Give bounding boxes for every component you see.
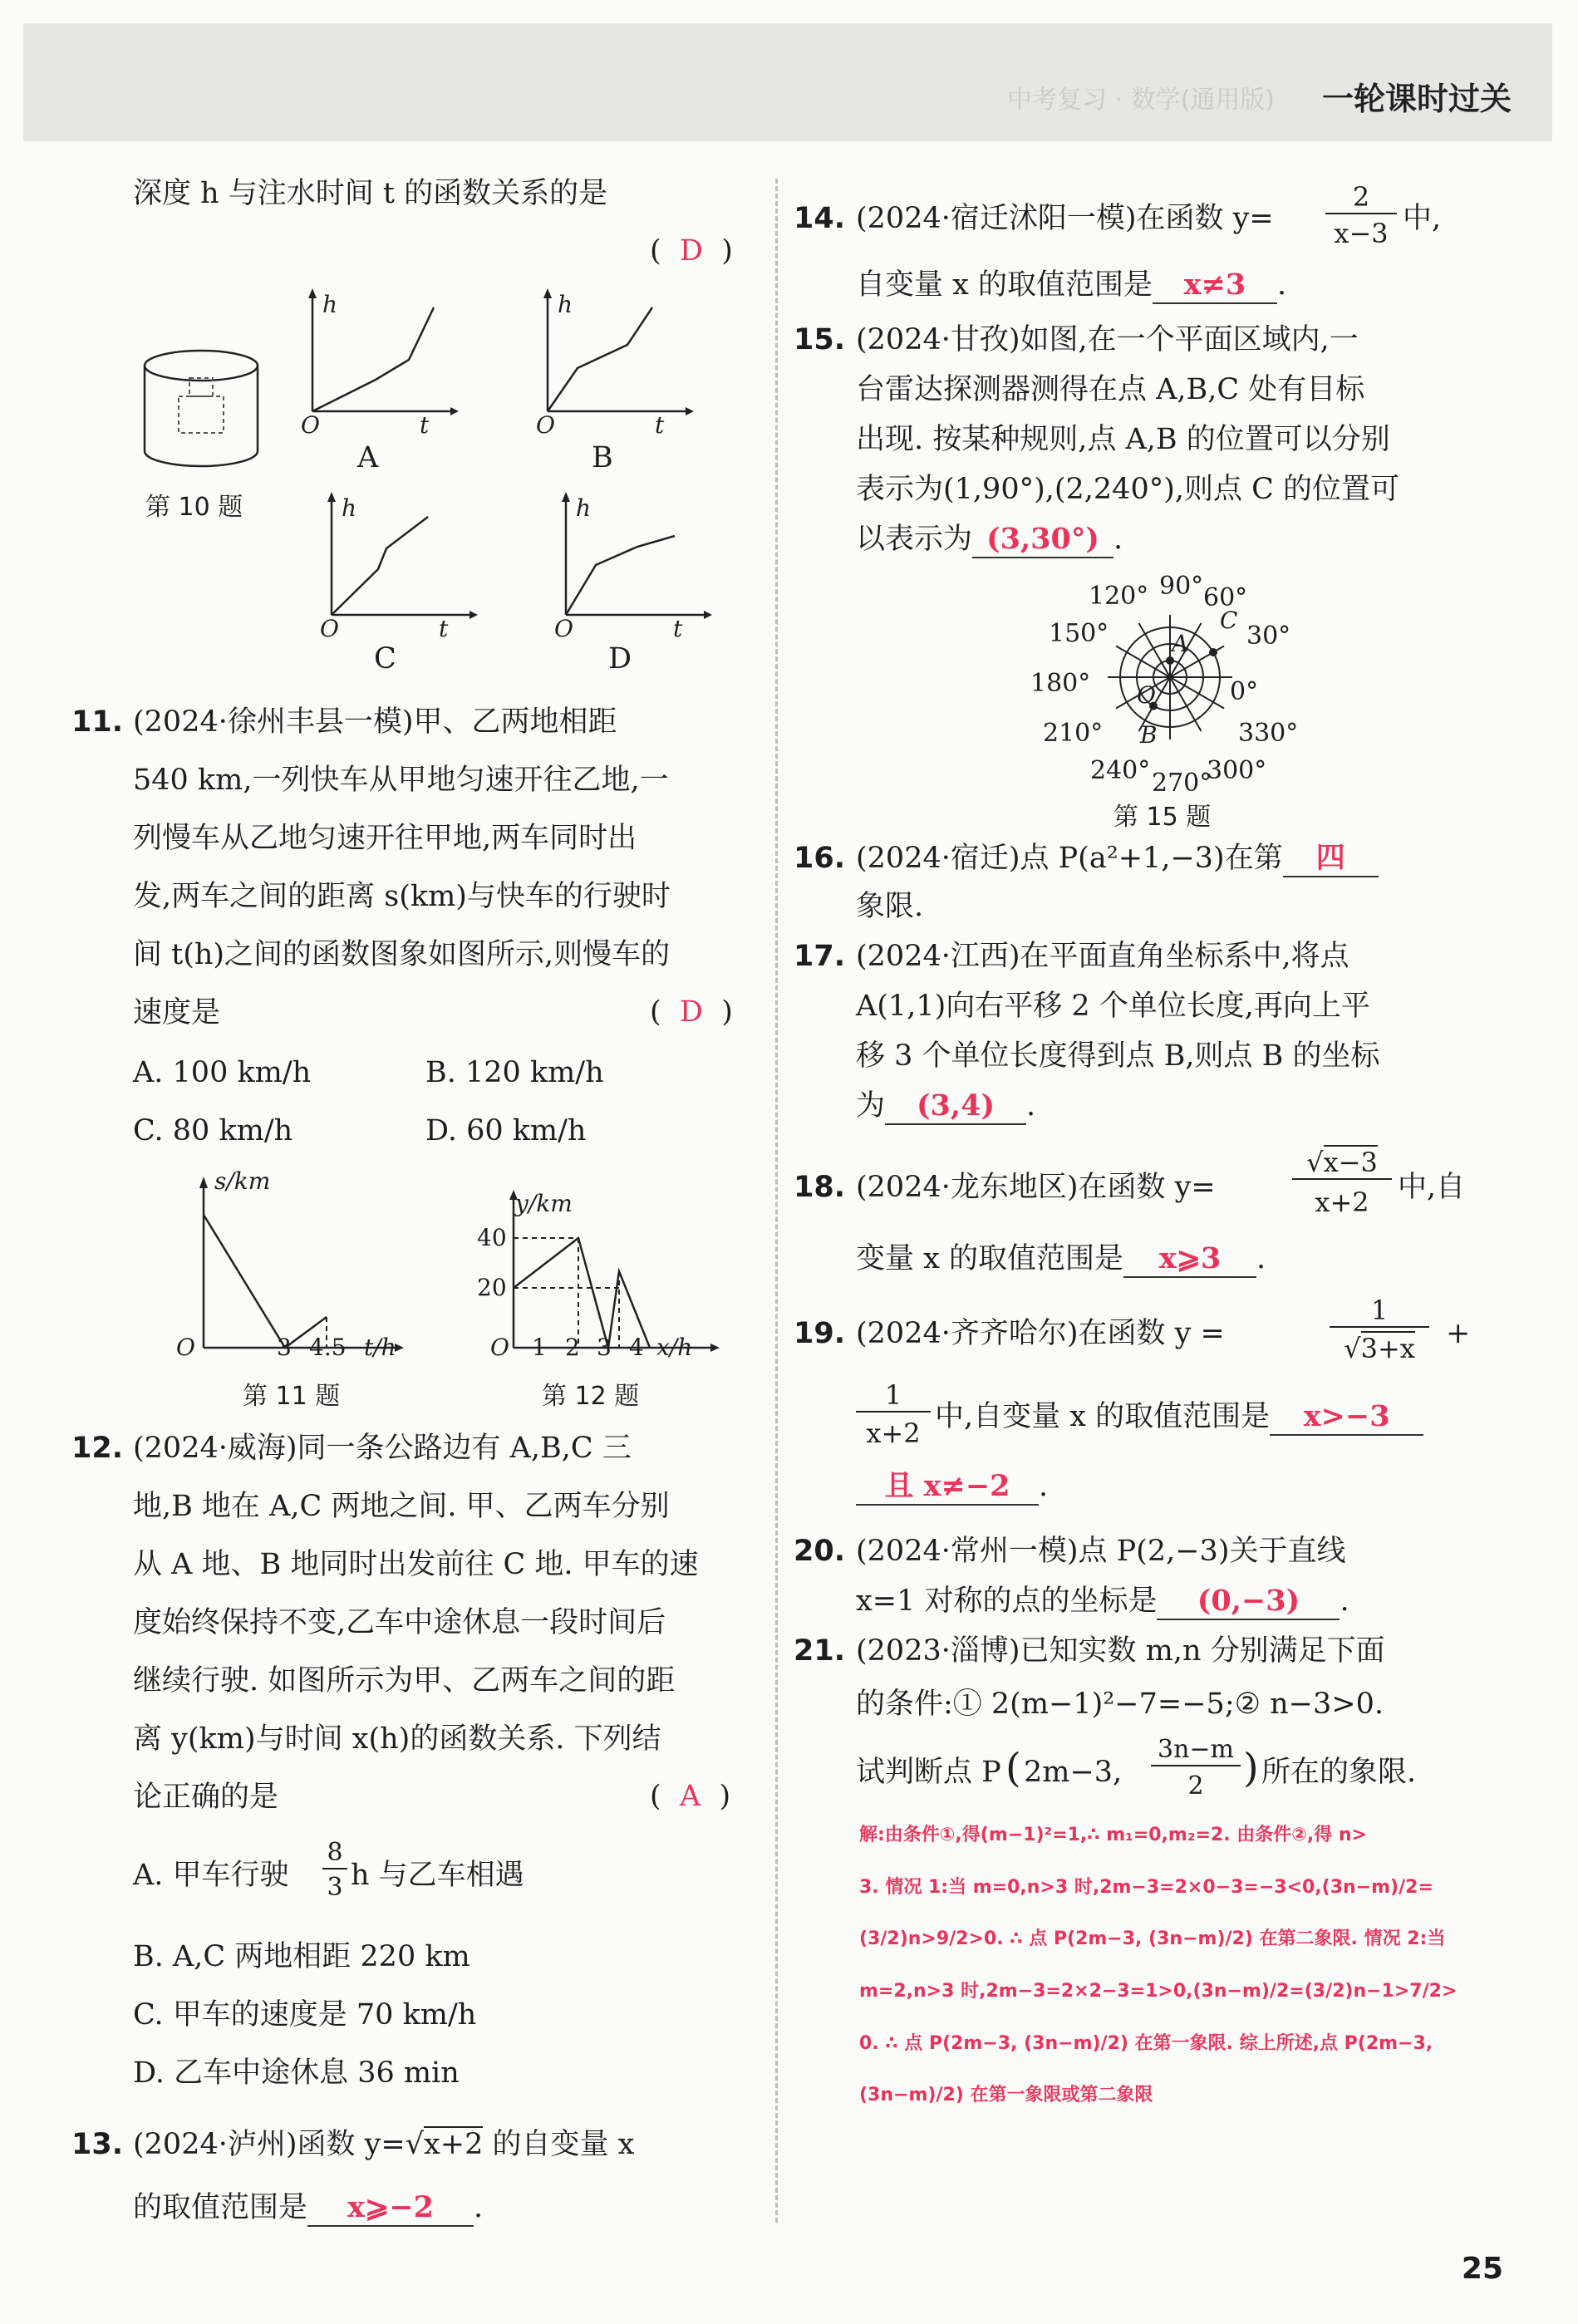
- q10-d-axis-t: t: [673, 615, 683, 642]
- q21-paren-left: (: [1005, 1745, 1021, 1791]
- q15-angle-240: 240°: [1090, 756, 1151, 785]
- q14-answer: x≠3: [1153, 268, 1277, 304]
- q11-tick-4-5: 4.5: [309, 1334, 347, 1361]
- q11-line: [204, 1215, 327, 1348]
- q10-b-axis-t: t: [655, 411, 665, 439]
- q15-point-a: A: [1172, 630, 1189, 657]
- q15-line5-text: 以表示为: [856, 523, 973, 556]
- q15-point-c: C: [1220, 607, 1238, 634]
- q19-frac1-den: √3+x: [1344, 1333, 1415, 1364]
- q12-xlabel: x/h: [656, 1334, 693, 1361]
- q10-a-axis-t: t: [420, 411, 430, 439]
- q15-angle-300: 300°: [1207, 756, 1267, 785]
- q12-option-a-num: 8: [322, 1838, 347, 1870]
- q18-number: 18.: [794, 1171, 846, 1204]
- q15-caption: 第 15 题: [1113, 803, 1212, 832]
- q12-line: 离 y(km)与时间 x(h)的函数关系. 下列结: [133, 1722, 661, 1756]
- q16-answer: 四: [1283, 841, 1379, 877]
- q15-angle-120: 120°: [1089, 582, 1149, 611]
- q11-option-a: A. 100 km/h: [133, 1056, 312, 1089]
- q21-solution-line: 3. 情况 1:当 m=0,n>3 时,2m−3=2×0−3=−3<0,(3n−m)/2=: [859, 1876, 1433, 1898]
- q12-caption: 第 12 题: [542, 1382, 640, 1411]
- q12-xtick-4: 4: [629, 1334, 644, 1361]
- q12-line: 从 A 地、B 地同时出发前往 C 地. 甲车的速: [133, 1548, 699, 1581]
- q11-line: 速度是: [133, 996, 221, 1029]
- q21-solution-line: 0. ∴ 点 P(2m−3, (3n−m)/2) 在第一象限. 综上所述,点 P(2m−3,: [859, 2032, 1433, 2054]
- q15-line: 台雷达探测器测得在点 A,B,C 处有目标: [856, 373, 1365, 406]
- q15-line: (2024·甘孜)如图,在一个平面区域内,一: [856, 323, 1359, 356]
- q16-line1-text: (2024·宿迁)点 P(a²+1,−3)在第: [856, 842, 1283, 875]
- q11-answer-bracket: ( D ): [650, 995, 733, 1029]
- q10-label-a: A: [357, 441, 379, 474]
- q19-line2-text: 中,自变量 x 的取值范围是: [935, 1400, 1271, 1433]
- q13-answer: x⩾−2: [307, 2190, 474, 2227]
- q15-point-o: O: [1137, 681, 1156, 709]
- q21-line: 的条件:① 2(m−1)²−7=−5;② n−3>0.: [856, 1688, 1384, 1721]
- q10-answer-bracket: ( D ): [650, 234, 733, 268]
- q15-point-b: B: [1140, 721, 1158, 749]
- q19-frac1-root: 3+x: [1360, 1333, 1415, 1364]
- q11-number: 11.: [71, 705, 124, 739]
- q11-line: 发,两车之间的距离 s(km)与快车的行驶时: [133, 880, 671, 913]
- q12-option-a-den: 3: [327, 1873, 343, 1902]
- q19-frac1-num: 1: [1330, 1295, 1429, 1328]
- q14-frac-den: x−3: [1334, 218, 1389, 249]
- q21-solution-line: (3/2)n>9/2>0. ∴ 点 P(2m−3, (3n−m)/2) 在第二象限. 情况 2:当: [859, 1928, 1446, 1950]
- q15-angle-210: 210°: [1043, 719, 1104, 748]
- header-title: 一轮课时过关: [1321, 81, 1512, 117]
- q11-option-d: D. 60 km/h: [425, 1114, 587, 1147]
- q16-line2: 象限.: [856, 890, 924, 923]
- q12-xtick-1: 1: [532, 1334, 547, 1361]
- q12-line: 论正确的是: [133, 1781, 279, 1814]
- q14-line2-text: 自变量 x 的取值范围是: [856, 268, 1153, 302]
- q15-angle-330: 330°: [1238, 719, 1299, 748]
- q14-line1-prefix: (2024·宿迁沭阳一模)在函数 y=: [856, 202, 1274, 235]
- q10-answer: D: [679, 234, 703, 268]
- q21-line3-suffix: 所在的象限.: [1261, 1756, 1417, 1789]
- q11-caption: 第 11 题: [243, 1382, 341, 1411]
- q17-line: 移 3 个单位长度得到点 B,则点 B 的坐标: [856, 1039, 1380, 1073]
- q17-answer: (3,4): [885, 1088, 1026, 1125]
- q18-frac-den: x+2: [1315, 1187, 1369, 1218]
- q20-line1: (2024·常州一模)点 P(2,−3)关于直线: [856, 1535, 1346, 1568]
- q13-line2: 的取值范围是 x⩾−2 .: [133, 2190, 483, 2227]
- page-number: 25: [1461, 2252, 1503, 2286]
- header-subtitle: 中考复习 · 数学(通用版): [1006, 86, 1275, 115]
- q11-xlabel: t/h: [364, 1334, 396, 1361]
- q15-angle-90: 90°: [1159, 572, 1204, 601]
- cylinder-figure: [141, 345, 266, 478]
- q15-answer: (3,30°): [972, 522, 1113, 558]
- q21-line3-coord1: 2m−3,: [1024, 1756, 1123, 1789]
- q16-number: 16.: [794, 842, 846, 875]
- q15-line: 表示为(1,90°),(2,240°),则点 C 的位置可: [856, 473, 1400, 506]
- q20-number: 20.: [794, 1535, 846, 1568]
- q18-root: x−3: [1323, 1147, 1378, 1178]
- q19-answer1: x>−3: [1270, 1399, 1423, 1436]
- q18-frac-num: √x−3: [1292, 1147, 1392, 1180]
- q10-d-origin: O: [554, 615, 573, 642]
- q10-a-origin: O: [301, 411, 320, 439]
- q12-option-b: B. A,C 两地相距 220 km: [133, 1940, 470, 1973]
- q12-line: 地,B 地在 A,C 两地之间. 甲、乙两车分别: [133, 1490, 670, 1523]
- q17-line: A(1,1)向右平移 2 个单位长度,再向上平: [856, 990, 1370, 1023]
- q10-stem: 深度 h 与注水时间 t 的函数关系的是: [133, 177, 608, 210]
- q11-answer: D: [679, 995, 703, 1029]
- q17-line4: 为 (3,4) .: [856, 1088, 1035, 1125]
- q14-line1-suffix: 中,: [1403, 202, 1442, 235]
- q17-line: (2024·江西)在平面直角坐标系中,将点: [856, 940, 1349, 973]
- q13-suffix: 的自变量 x: [483, 2128, 635, 2161]
- q12-option-c: C. 甲车的速度是 70 km/h: [133, 1998, 477, 2032]
- q17-number: 17.: [794, 940, 846, 973]
- q12-number: 12.: [71, 1432, 124, 1465]
- q21-line3-prefix: 试判断点 P: [856, 1756, 1001, 1789]
- q10-caption: 第 10 题: [145, 493, 243, 522]
- q12-ytick-20: 20: [477, 1274, 507, 1301]
- q16-line1: [856, 841, 1379, 877]
- q10-c-axis-h: h: [342, 494, 357, 522]
- q20-line2: x=1 对称的点的坐标是 (0,−3) .: [856, 1584, 1349, 1620]
- q18-line2-text: 变量 x 的取值范围是: [856, 1242, 1123, 1275]
- q10-b-origin: O: [536, 411, 555, 439]
- q12-line: 度始终保持不变,乙车中途休息一段时间后: [133, 1606, 666, 1639]
- q18-answer: x⩾3: [1123, 1241, 1256, 1278]
- q10-label-c: C: [374, 642, 396, 676]
- q15-angle-180: 180°: [1030, 669, 1091, 698]
- q11-origin: O: [176, 1334, 195, 1361]
- q11-tick-3: 3: [277, 1334, 292, 1361]
- q12-answer-bracket: ( A ): [650, 1780, 731, 1813]
- q20-answer: (0,−3): [1157, 1584, 1340, 1620]
- q12-ylabel: y/km: [515, 1190, 573, 1217]
- q12-option-d: D. 乙车中途休息 36 min: [133, 2056, 460, 2090]
- q21-solution-line: 解:由条件①,得(m−1)²=1,∴ m₁=0,m₂=2. 由条件②,得 n>: [859, 1825, 1367, 1845]
- q21-paren-right: ): [1243, 1745, 1259, 1791]
- q19-line3: 且 x≠−2 .: [856, 1469, 1048, 1506]
- q19-line1-prefix: (2024·齐齐哈尔)在函数 y =: [856, 1317, 1225, 1350]
- q21-solution-line: (3n−m)/2) 在第一象限或第二象限: [859, 2085, 1153, 2106]
- q19-frac2-den: x+2: [866, 1417, 921, 1449]
- q15-angle-150: 150°: [1049, 619, 1109, 648]
- q13-sqrt: √x+2: [405, 2128, 484, 2161]
- q19-plus: +: [1446, 1317, 1471, 1350]
- q12-origin: O: [490, 1334, 509, 1361]
- q12-option-a-suffix: h 与乙车相遇: [351, 1859, 524, 1892]
- q11-line: 列慢车从乙地匀速开往甲地,两车同时出: [133, 822, 637, 855]
- q21-line3-num: 3n−m: [1151, 1735, 1241, 1766]
- q13-line1: [133, 2127, 634, 2162]
- q15-angle-60: 60°: [1203, 583, 1248, 612]
- q13-radicand: x+2: [424, 2128, 484, 2161]
- q18-line1-prefix: (2024·龙东地区)在函数 y=: [856, 1171, 1216, 1204]
- q15-angle-0: 0°: [1230, 677, 1259, 706]
- q11-option-b: B. 120 km/h: [425, 1056, 604, 1089]
- q12-option-a-prefix: A. 甲车行驶: [133, 1859, 289, 1892]
- q19-answer2: 且 x≠−2: [856, 1469, 1039, 1506]
- q11-option-c: C. 80 km/h: [133, 1114, 293, 1147]
- q15-line: 出现. 按某种规则,点 A,B 的位置可以分别: [856, 423, 1390, 456]
- q10-label-b: B: [592, 441, 613, 474]
- column-divider: [775, 179, 778, 2223]
- q11-line: (2024·徐州丰县一模)甲、乙两地相距: [133, 705, 617, 739]
- q15-line5: 以表示为 (3,30°) .: [856, 522, 1123, 558]
- q14-line2: 自变量 x 的取值范围是 x≠3 .: [856, 268, 1286, 304]
- q12-line: (2024·威海)同一条公路边有 A,B,C 三: [133, 1432, 632, 1465]
- q21-line3-den: 2: [1187, 1771, 1204, 1801]
- q11-ylabel: s/km: [214, 1167, 271, 1195]
- q10-d-axis-h: h: [576, 494, 592, 522]
- q17-line4-text: 为: [856, 1089, 886, 1123]
- q18-line1-suffix: 中,自: [1398, 1171, 1466, 1204]
- q18-line2: 变量 x 的取值范围是 x⩾3 .: [856, 1241, 1266, 1278]
- q11-line: 间 t(h)之间的函数图象如图所示,则慢车的: [133, 938, 671, 971]
- q14-frac-num: 2: [1325, 181, 1397, 214]
- q20-line2-text: x=1 对称的点的坐标是: [856, 1585, 1158, 1618]
- q15-number: 15.: [794, 323, 846, 356]
- q19-number: 19.: [794, 1317, 846, 1350]
- q13-prefix: (2024·泸州)函数 y=: [133, 2128, 406, 2161]
- q19-frac2-num: 1: [856, 1379, 931, 1413]
- q11-line: 540 km,一列快车从甲地匀速开往乙地,一: [133, 764, 669, 797]
- q12-line: 继续行驶. 如图所示为甲、乙两车之间的距: [133, 1664, 676, 1698]
- q10-label-d: D: [608, 642, 632, 676]
- q12-line: [514, 1238, 650, 1348]
- q12-answer: A: [679, 1780, 701, 1813]
- q10-c-origin: O: [320, 615, 339, 642]
- q21-solution: [859, 1810, 1491, 2122]
- q15-angle-270: 270°: [1152, 769, 1212, 798]
- q10-b-axis-h: h: [558, 291, 573, 318]
- q21-solution-line: m=2,n>3 时,2m−3=2×2−3=1>0,(3n−m)/2=(3/2)n−1>7/2>: [859, 1981, 1458, 2002]
- q19-line2: [935, 1399, 1423, 1436]
- q12-ytick-40: 40: [477, 1224, 507, 1251]
- q10-c-axis-t: t: [439, 615, 449, 642]
- q14-number: 14.: [794, 202, 846, 235]
- q12-xtick-2: 2: [565, 1334, 580, 1361]
- q13-number: 13.: [71, 2128, 124, 2161]
- q21-line: (2023·淄博)已知实数 m,n 分别满足下面: [856, 1634, 1385, 1668]
- q15-angle-30: 30°: [1246, 622, 1291, 651]
- q21-number: 21.: [794, 1634, 846, 1668]
- q13-line2-text: 的取值范围是: [133, 2191, 308, 2224]
- q12-xtick-3: 3: [597, 1334, 612, 1361]
- q10-a-axis-h: h: [322, 291, 338, 318]
